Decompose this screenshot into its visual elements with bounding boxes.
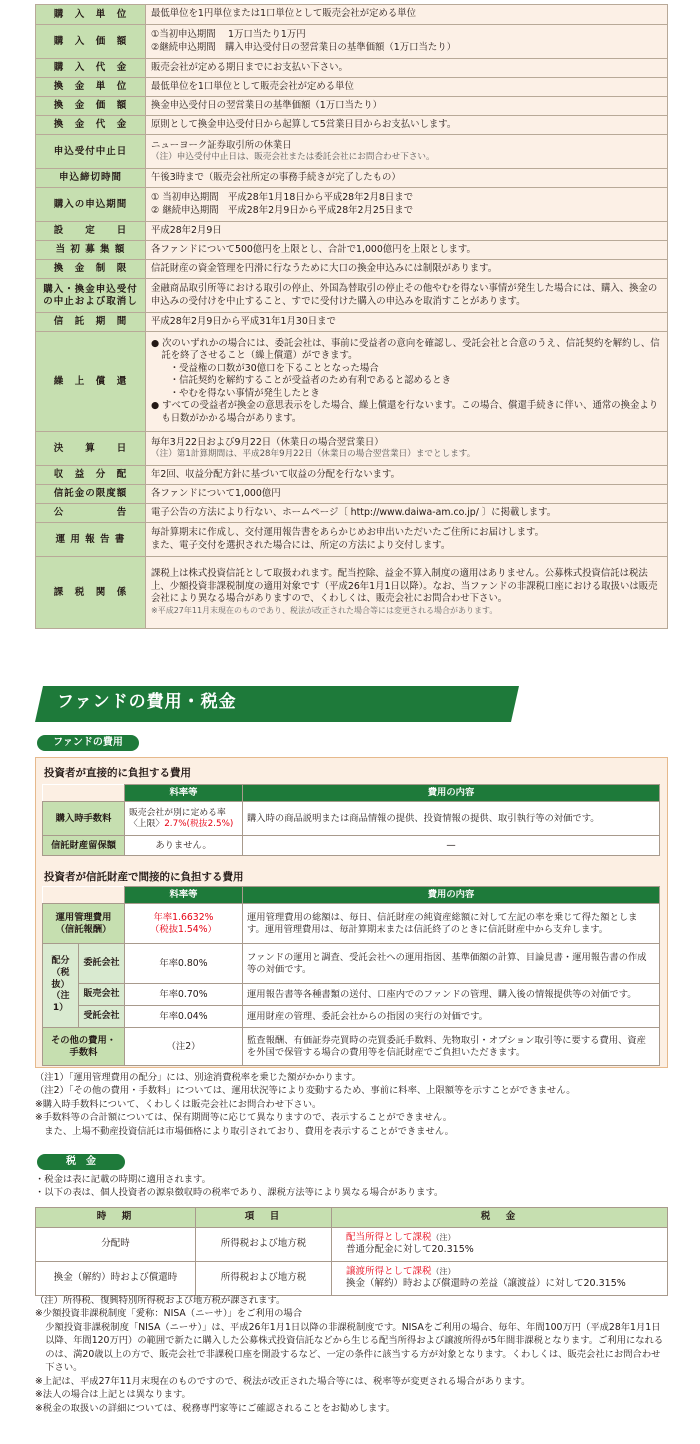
tax-red: 配当所得として課税 <box>346 1231 432 1243</box>
row-value <box>146 59 668 78</box>
row-value <box>146 241 668 260</box>
other-fee-label: その他の費用・手数料 <box>43 1028 125 1066</box>
row-value <box>146 260 668 279</box>
row-line: ②継続申込期間 購入申込受付日の翌営業日の基準価額（1万口当たり） <box>151 41 456 53</box>
fee-notes <box>35 1071 576 1138</box>
fee-box <box>35 757 668 1068</box>
overview-row <box>36 25 668 59</box>
row-line: ①当初申込期間 1万口当たり1万円 <box>151 29 306 40</box>
note-line: ※手数料等の合計額については、保有期間等に応じて異なりますので、表示することができません。 <box>35 1112 453 1124</box>
row-label: 収 益 分 配 <box>36 466 146 485</box>
note-line: ・税金は表に記載の時期に適用されます。 <box>35 1174 211 1185</box>
tax-intro <box>35 1173 443 1200</box>
alloc-rate: 年率0.70% <box>125 984 243 1006</box>
overview-row <box>36 78 668 97</box>
note-line: （注1）「運用管理費用の配分」には、別途消費税率を乗じた額がかかります。 <box>35 1072 361 1083</box>
row-value <box>146 78 668 97</box>
overview-row <box>36 222 668 241</box>
row-value <box>146 5 668 25</box>
retention-rate: ありません。 <box>125 836 243 856</box>
col-rate: 料率等 <box>125 785 243 802</box>
row-line: ● 次のいずれかの場合には、委託会社は、事前に受益者の意向を確認し、受託会社と合意のうえ、信託契約を解約し、信託を終了させること（繰上償還）ができます。 <box>151 337 660 362</box>
overview-row <box>36 135 668 169</box>
row-value <box>146 485 668 504</box>
row-note: ※平成27年11月末現在のものであり、税法が改正された場合等には変更される場合があります。 <box>151 605 498 615</box>
alloc-content: 運用財産の管理、委託会社からの指図の実行の対価です。 <box>243 1006 660 1028</box>
note-line: ※購入時手数料について、くわしくは販売会社にお問合わせ下さい。 <box>35 1098 322 1110</box>
alloc-name: 受託会社 <box>79 1006 125 1028</box>
row-value <box>146 188 668 222</box>
indirect-cost-table <box>42 886 660 1066</box>
row-line: 課税上は株式投資信託として取扱われます。配当控除、益金不算入制度の適用はありません。公募株式投資信託は税法上、少額投資非課税制度の適用対象です（平成26年1月1日以降）。なお、当ファンドの非課税口座における取扱いは販売会社により異なる場合がありますので、くわしくは、販売会社にお問合わせ下さい。 <box>151 568 658 605</box>
row-line: 午後3時まで（販売会社所定の事務手続きが完了したもの） <box>151 171 401 183</box>
overview-row <box>36 523 668 557</box>
tax-sup: （注） <box>431 1232 456 1242</box>
overview-row <box>36 188 668 222</box>
purchase-content: 購入時の商品説明または商品情報の提供、投資情報の提供、取引執行等の対価です。 <box>243 802 660 836</box>
alloc-name: 販売会社 <box>79 984 125 1006</box>
note-line: ※税金の取扱いの詳細については、税務専門家等にご確認されることをお勧めします。 <box>35 1402 396 1414</box>
row-value <box>146 25 668 59</box>
tax-detail: 普通分配金に対して20.315% <box>346 1244 474 1256</box>
direct-cost-title: 投資者が直接的に負担する費用 <box>44 767 191 779</box>
row-value <box>146 169 668 188</box>
note-line: （注）所得税、復興特別所得税および地方税が課されます。 <box>35 1295 286 1306</box>
tax-notes <box>35 1294 668 1415</box>
overview-row <box>36 332 668 432</box>
row-label: 運 用 報 告 書 <box>36 523 146 557</box>
note-line: ※法人の場合は上記とは異なります。 <box>35 1389 191 1401</box>
overview-row <box>36 466 668 485</box>
row-line: 年2回、収益分配方針に基づいて収益の分配を行ないます。 <box>151 468 400 480</box>
section-title: ファンドの費用・税金 <box>57 692 237 712</box>
row-label: 当 初 募 集 額 <box>36 241 146 260</box>
row-label: 公 告 <box>36 504 146 523</box>
overview-row <box>36 313 668 332</box>
mgmt-rate-a: 年率1.6632% <box>153 911 214 923</box>
row-value <box>146 279 668 313</box>
row-label: 換 金 価 額 <box>36 97 146 116</box>
row-label: 設 定 日 <box>36 222 146 241</box>
note-line: ・以下の表は、個人投資者の源泉徴収時の税率であり、課税方法等により異なる場合があります。 <box>35 1187 444 1199</box>
tax-red: 譲渡所得として課税 <box>346 1265 432 1277</box>
row-line: ・受益権の口数が30億口を下ることとなった場合 <box>169 362 379 374</box>
overview-row <box>36 97 668 116</box>
purchase-rate-b: 〈上限〉 <box>129 818 165 829</box>
row-value <box>146 466 668 485</box>
overview-row <box>36 260 668 279</box>
overview-row <box>36 5 668 25</box>
row-line: ● すべての受益者が換金の意思表示をした場合、繰上償還を行ないます。この場合、償還手続きに伴い、通常の換金よりも日数がかかる場合があります。 <box>151 400 659 424</box>
overview-row <box>36 241 668 260</box>
note-line: ※上記は、平成27年11月末現在のものですので、税法が改正された場合等には、税率等が変更される場合があります。 <box>35 1375 531 1387</box>
overview-row <box>36 432 668 466</box>
alloc-name: 委託会社 <box>79 944 125 984</box>
row-label: 決 算 日 <box>36 432 146 466</box>
row-label: 換 金 代 金 <box>36 116 146 135</box>
row-line: 最低単位を1口単位として販売会社が定める単位 <box>151 80 354 92</box>
retention-content: — <box>243 836 660 856</box>
row-value <box>146 557 668 629</box>
alloc-label: 配分（税抜）（注1） <box>43 944 79 1028</box>
row-line: ② 継続申込期間 平成28年2月9日から平成28年2月25日まで <box>151 204 413 216</box>
row-value <box>146 432 668 466</box>
row-label: 申込受付中止日 <box>36 135 146 169</box>
row-line: 原則として換金申込受付日から起算して5営業日目からお支払いします。 <box>151 118 457 130</box>
alloc-content: 運用報告書等各種書類の送付、口座内でのファンドの管理、購入後の情報提供等の対価です。 <box>243 984 660 1006</box>
tax-item: 所得税および地方税 <box>196 1227 332 1261</box>
row-label: 換 金 制 限 <box>36 260 146 279</box>
overview-table <box>35 4 668 629</box>
row-line: ・信託契約を解約することが受益者のため有利であると認めるとき <box>169 375 452 387</box>
row-line: 金融商品取引所等における取引の停止、外国為替取引の停止その他やむを得ない事情が発生した場合には、購入、換金の申込みの受付けを中止すること、すでに受付けた購入の申込みを取消すことがあります。 <box>151 283 658 307</box>
row-value <box>146 116 668 135</box>
row-value <box>146 222 668 241</box>
col-item: 項 目 <box>196 1208 332 1228</box>
mgmt-fee-label: 運用管理費用（信託報酬） <box>43 904 125 944</box>
row-line: また、電子交付を選択された場合には、所定の方法により交付します。 <box>151 539 451 551</box>
row-value <box>146 135 668 169</box>
tax-pill: 税 金 <box>37 1154 125 1170</box>
fee-pill: ファンドの費用 <box>37 735 139 751</box>
row-label: 購入・換金申込受付の中止および取消し <box>36 279 146 313</box>
row-line: 換金申込受付日の翌営業日の基準価額（1万口当たり） <box>151 99 382 111</box>
overview-row <box>36 504 668 523</box>
row-label: 換 金 単 位 <box>36 78 146 97</box>
row-label: 課 税 関 係 <box>36 557 146 629</box>
tax-table <box>35 1207 668 1296</box>
row-value <box>146 313 668 332</box>
alloc-rate: 年率0.80% <box>125 944 243 984</box>
row-label: 購入の申込期間 <box>36 188 146 222</box>
overview-row <box>36 116 668 135</box>
row-value <box>146 523 668 557</box>
row-label: 信 託 期 間 <box>36 313 146 332</box>
alloc-rate: 年率0.04% <box>125 1006 243 1028</box>
row-line: ・やむを得ない事情が発生したとき <box>169 387 320 399</box>
col-period: 時 期 <box>36 1208 196 1228</box>
section-banner <box>35 686 519 722</box>
retention-label: 信託財産留保額 <box>43 836 125 856</box>
overview-row <box>36 279 668 313</box>
tax-sup: （注） <box>431 1266 456 1276</box>
col-content-2: 費用の内容 <box>243 887 660 904</box>
tax-period: 換金（解約）時および償還時 <box>36 1261 196 1295</box>
col-content: 費用の内容 <box>243 785 660 802</box>
row-line: 販売会社が定める期日までにお支払い下さい。 <box>151 61 348 73</box>
overview-row <box>36 557 668 629</box>
row-line: ニューヨーク証券取引所の休業日 <box>151 139 292 151</box>
row-label: 購 入 単 位 <box>36 5 146 25</box>
row-label: 繰 上 償 還 <box>36 332 146 432</box>
col-rate-2: 料率等 <box>125 887 243 904</box>
direct-cost-table <box>42 784 660 856</box>
note-line: また、上場不動産投資信託は市場価格により取引されており、費用を表示することができません。 <box>35 1125 454 1137</box>
overview-row <box>36 169 668 188</box>
overview-row <box>36 485 668 504</box>
row-value <box>146 332 668 432</box>
mgmt-rate-b: （税抜1.54%） <box>150 923 217 935</box>
tax-item: 所得税および地方税 <box>196 1261 332 1295</box>
note-line: 少額投資非課税制度「NISA（ニーサ）」は、平成26年1月1日以降の非課税制度です。NISAをご利用の場合、毎年、年間100万円（平成28年1月1日以降、年間120万円）の範囲で新たに購入した公募株式投資信託などから生じる配当所得および譲渡所得が5年間非課税となります。ご利用になれるのは、満20歳以上の方で、販売会社で非課税口座を開設するなど、一定の条件に該当する方が対象となります。くわしくは、販売会社にお問合わせ下さい。 <box>45 1321 664 1374</box>
row-note: （注）申込受付中止日は、販売会社または委託会社にお問合わせ下さい。 <box>151 152 435 163</box>
row-label: 購 入 価 額 <box>36 25 146 59</box>
row-line: 電子公告の方法により行ない、ホームページ〔 http://www.daiwa-am.co.jp/ 〕に掲載します。 <box>151 506 557 518</box>
row-line: 毎年3月22日および9月22日（休業日の場合翌営業日） <box>151 436 384 448</box>
note-line: ※少額投資非課税制度「愛称：NISA（ニーサ）」をご利用の場合 <box>35 1308 302 1320</box>
row-value <box>146 97 668 116</box>
row-line: 各ファンドについて1,000億円 <box>151 487 281 499</box>
row-line: 平成28年2月9日 <box>151 224 222 236</box>
purchase-fee-label: 購入時手数料 <box>43 802 125 836</box>
tax-period: 分配時 <box>36 1227 196 1261</box>
other-rate: （注2） <box>125 1028 243 1066</box>
overview-row <box>36 59 668 78</box>
row-line: 毎計算期末に作成し、交付運用報告書をあらかじめお申出いただいたご住所にお届けします。 <box>151 527 545 538</box>
row-label: 信託金の限度額 <box>36 485 146 504</box>
purchase-rate-a: 販売会社が別に定める率 <box>129 807 226 818</box>
other-content: 監査報酬、有価証券売買時の売買委託手数料、先物取引・オプション取引等に要する費用、資産を外国で保管する場合の費用等を信託財産でご負担いただきます。 <box>243 1028 660 1066</box>
row-line: 信託財産の資金管理を円滑に行なうために大口の換金申込みには制限があります。 <box>151 262 498 274</box>
row-line: 平成28年2月9日から平成31年1月30日まで <box>151 315 336 327</box>
col-tax: 税 金 <box>332 1208 668 1228</box>
row-value <box>146 504 668 523</box>
row-line: ① 当初申込期間 平成28年1月18日から平成28年2月8日まで <box>151 192 413 203</box>
row-label: 購 入 代 金 <box>36 59 146 78</box>
note-line: （注2）「その他の費用・手数料」については、運用状況等により変動するため、事前に料率、上限額等を示すことができません。 <box>35 1085 576 1097</box>
alloc-content: ファンドの運用と調査、受託会社への運用指図、基準価額の計算、目論見書・運用報告書の作成等の対価です。 <box>243 944 660 984</box>
tax-detail: 換金（解約）時および償還時の差益（譲渡益）に対して20.315% <box>346 1278 626 1290</box>
purchase-rate-c: 2.7%(税抜2.5%) <box>164 818 234 829</box>
row-note: （注）第1計算期間は、平成28年9月22日（休業日の場合翌営業日）までとします。 <box>151 449 476 460</box>
row-line: 最低単位を1円単位または1口単位として販売会社が定める単位 <box>151 8 417 20</box>
mgmt-content: 運用管理費用の総額は、毎日、信託財産の純資産総額に対して左記の率を乗じて得た額とします。運用管理費用は、毎計算期末または信託終了のときに信託財産中から支弁します。 <box>243 904 660 944</box>
row-line: 各ファンドについて500億円を上限とし、合計で1,000億円を上限とします。 <box>151 243 476 255</box>
row-label: 申込締切時間 <box>36 169 146 188</box>
indirect-cost-title: 投資者が信託財産で間接的に負担する費用 <box>44 871 244 883</box>
